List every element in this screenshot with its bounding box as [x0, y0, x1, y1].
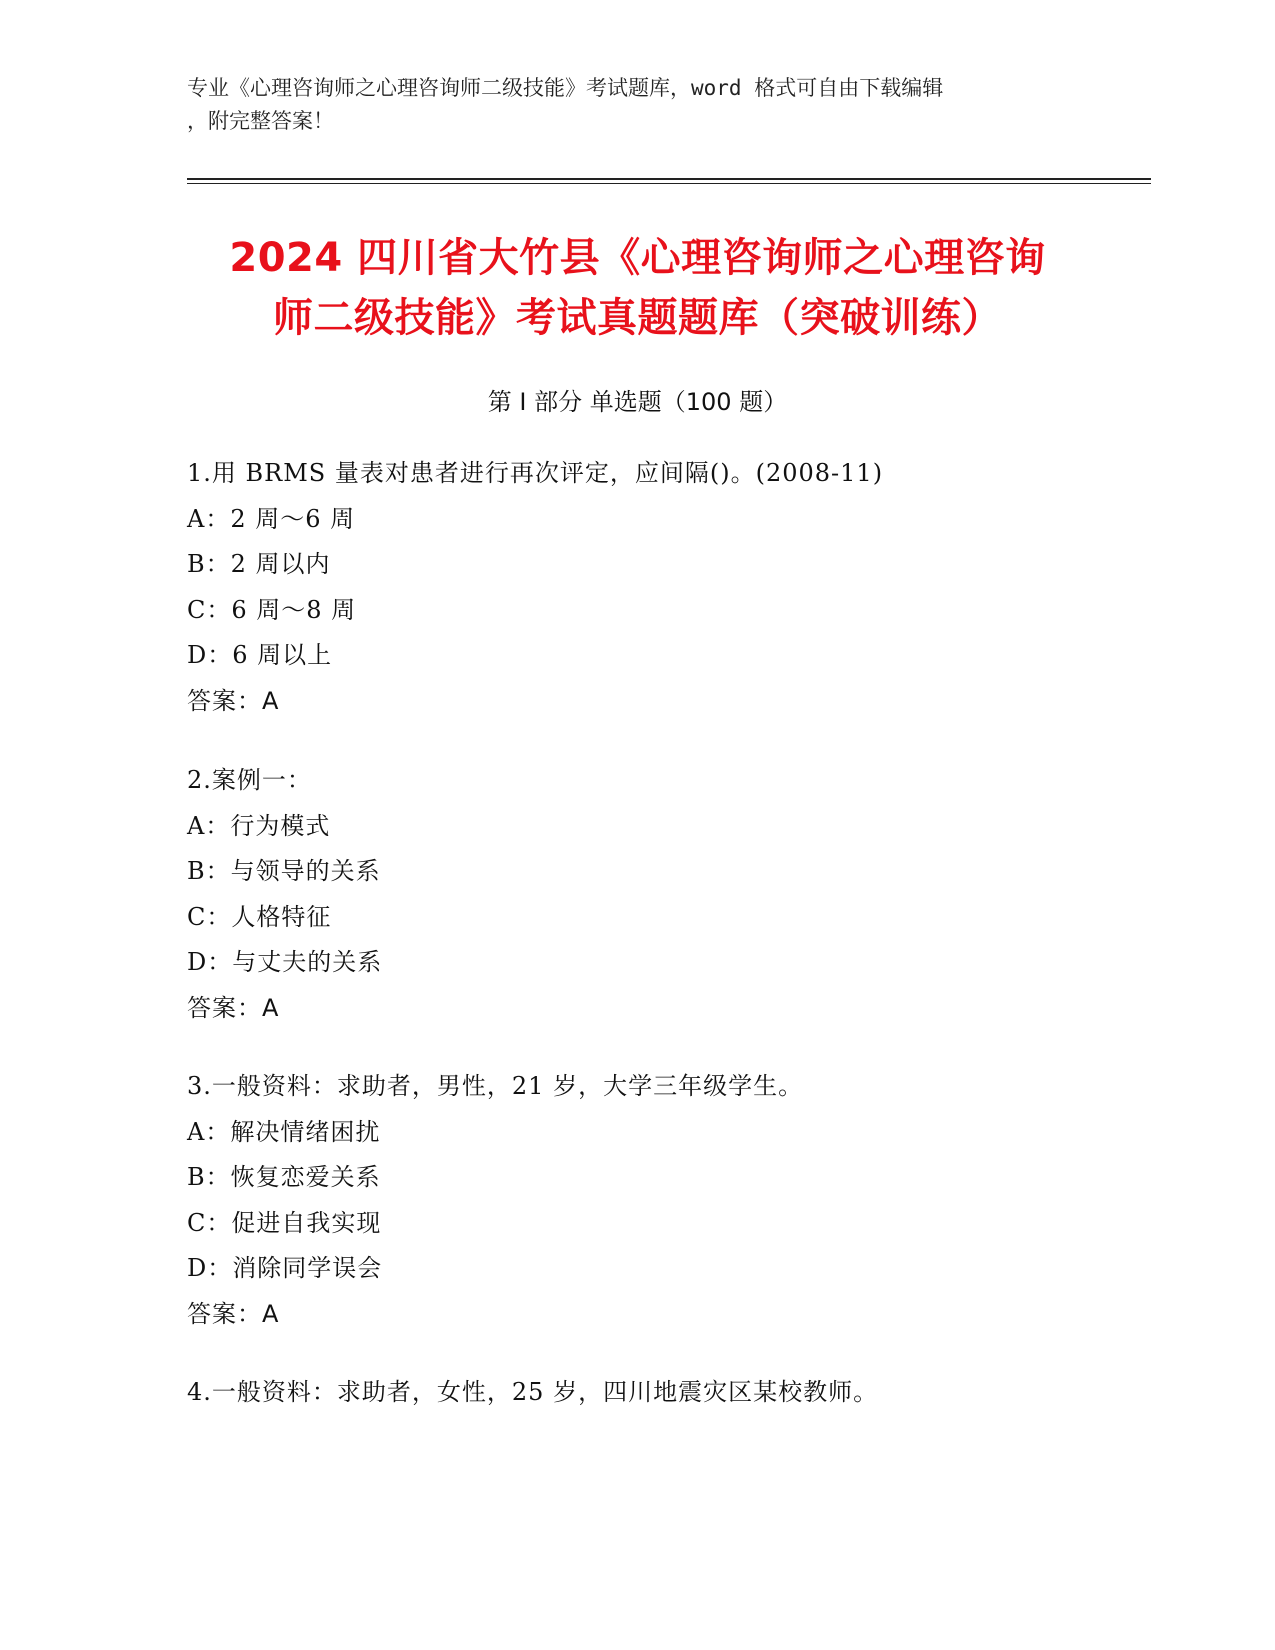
answer: 答案：A: [187, 686, 280, 715]
option-b: B：2 周以内: [187, 550, 331, 578]
question-stem: 4.一般资料：求助者，女性，25 岁，四川地震灾区某校教师。: [187, 1378, 879, 1406]
header-divider-thin: [187, 183, 1151, 184]
section-heading: 第 I 部分 单选题（100 题）: [487, 388, 788, 416]
answer: 答案：A: [187, 993, 280, 1022]
option-a: A：行为模式: [187, 811, 331, 840]
question-4: [187, 1370, 1187, 1416]
option-a: A：解决情绪困扰: [187, 1117, 381, 1146]
option-b: B：恢复恋爱关系: [187, 1163, 381, 1191]
option-d: D：与丈夫的关系: [187, 948, 383, 976]
option-d: D：消除同学误会: [187, 1254, 383, 1282]
question-stem: 2.案例一：: [187, 766, 312, 794]
answer: 答案：A: [187, 1299, 280, 1328]
header-divider: [187, 178, 1151, 180]
question-2: [187, 758, 1187, 1031]
document-header: [187, 72, 1087, 138]
question-stem: 1.用 BRMS 量表对患者进行再次评定，应间隔()。(2008-11): [187, 459, 884, 487]
header-line-2: ，附完整答案！: [187, 109, 334, 133]
title-line-1: 2024 四川省大竹县《心理咨询师之心理咨询: [229, 235, 1046, 281]
option-a: A：2 周～6 周: [187, 504, 356, 533]
title-line-2: 师二级技能》考试真题题库（突破训练）: [273, 295, 1002, 341]
option-b: B：与领导的关系: [187, 857, 381, 885]
question-stem: 3.一般资料：求助者，男性，21 岁，大学三年级学生。: [187, 1072, 804, 1100]
option-c: C：促进自我实现: [187, 1208, 382, 1237]
option-d: D：6 周以上: [187, 641, 333, 669]
question-3: [187, 1064, 1187, 1337]
document-title: [150, 228, 1125, 348]
question-1: [187, 451, 1187, 724]
option-c: C：6 周～8 周: [187, 595, 357, 624]
header-line-1: 专业《心理咨询师之心理咨询师二级技能》考试题库，word 格式可自由下载编辑: [187, 76, 944, 100]
option-c: C：人格特征: [187, 902, 332, 931]
